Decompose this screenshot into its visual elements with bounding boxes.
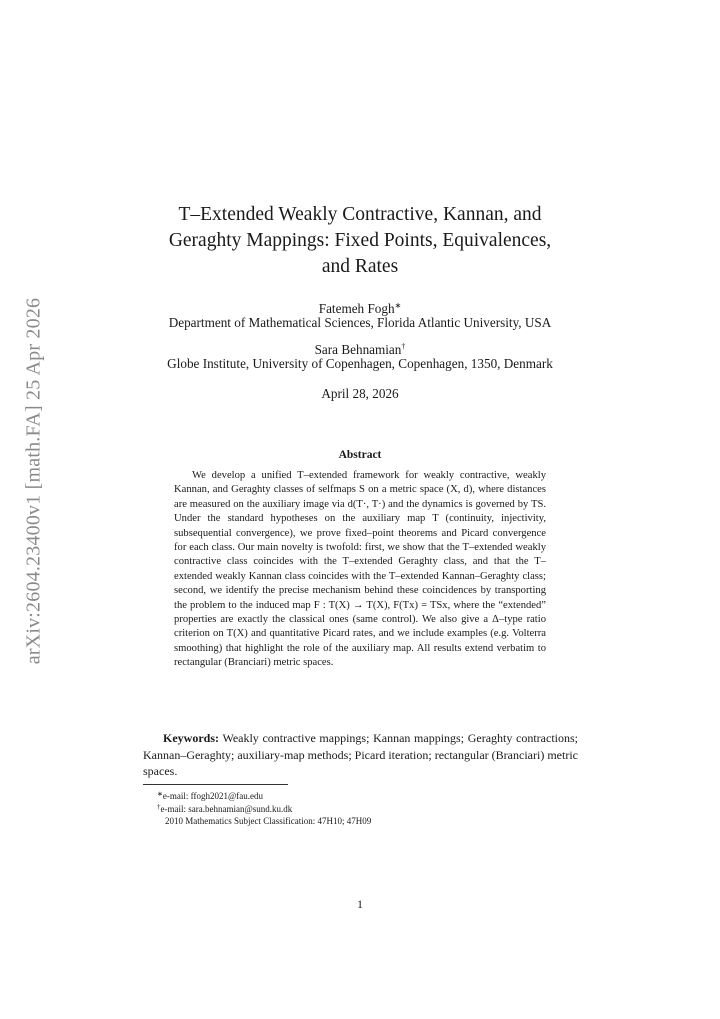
- footnote-msc: [165, 815, 585, 827]
- author-2-affiliation: Globe Institute, University of Copenhagen, Copenhagen, 1350, Denmark: [167, 356, 553, 371]
- abstract-body: We develop a unified T–extended framework for weakly contractive, weakly Kannan, and Geraghty classes of selfmaps S on a metric space (X, d), where distances are measured on the auxiliary image via d(T·, T·) and the dynamics is governed by TS. Under the standard hypotheses on the auxiliary map T (continuity, injectivity, subsequential convergence), we prove fixed–point theorems and Picard convergence for each class. Our main novelty is twofold: first, we show that the T–extended weakly contractive class coincides with the T–extended Geraghty class, and that the T–extended weakly Kannan class coincides with the T–extended Kannan–Geraghty class; second, we identify the precise mechanism behind these coincidences by transporting the problem to the induced map F : T(X) → T(X), F(Tx) = TSx, where the “extended” properties are exactly the classical ones (same control). We also give a Δ–type ratio criterion on T(X) and quantitative Picard rates, and we include examples (e.g. Volterra smoothing) that highlight the role of the auxiliary map. All results extend verbatim to rectangular (Branciari) metric spaces.: [174, 470, 546, 669]
- footnote-text: e-mail: ffogh2021@fau.edu: [162, 791, 263, 801]
- footnote-divider: [143, 784, 288, 785]
- footnote-email-1: [157, 788, 577, 802]
- author-2-name: Sara Behnamian: [314, 342, 402, 357]
- footnote-text: e-mail: sara.behnamian@sund.ku.dk: [160, 804, 293, 814]
- author-1-affiliation: Department of Mathematical Sciences, Florida Atlantic University, USA: [168, 315, 552, 330]
- page-number: 1: [357, 897, 363, 911]
- paper-date: April 28, 2026: [321, 386, 399, 401]
- footnote-mark: ∗: [157, 790, 163, 798]
- footnote-email-2: [157, 801, 577, 815]
- arxiv-identifier-stamp: [22, 283, 46, 678]
- arxiv-identifier-text: arXiv:2604.23400v1 [math.FA] 25 Apr 2026: [22, 297, 45, 664]
- abstract-heading: Abstract: [338, 449, 382, 461]
- author-1-name: Fatemeh Fogh: [318, 301, 395, 316]
- footnote-text: 2010 Mathematics Subject Classification: 47H10; 47H09: [165, 816, 372, 826]
- title-line: and Rates: [321, 256, 399, 277]
- title-line: Geraghty Mappings: Fixed Points, Equivalences,: [168, 230, 552, 251]
- keywords-paragraph: [143, 730, 578, 780]
- title-line: T–Extended Weakly Contractive, Kannan, and: [178, 204, 542, 225]
- paper-title: [140, 202, 580, 280]
- author-2-footnote-mark: †: [401, 342, 406, 351]
- keywords-text: Weakly contractive mappings; Kannan mappings; Geraghty contractions; Kannan–Geraghty; auxiliary-map methods; Picard iteration; rectangular (Branciari) metric spaces.: [143, 731, 578, 778]
- author-1-footnote-mark: ∗: [394, 301, 402, 310]
- keywords-label: Keywords:: [163, 731, 219, 745]
- footnote-mark: †: [157, 803, 161, 811]
